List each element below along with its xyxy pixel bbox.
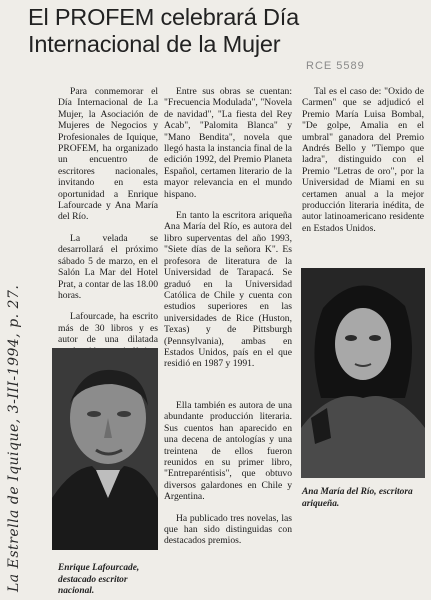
- headline-line-1: El PROFEM celebrará Día: [28, 4, 299, 30]
- paragraph: Entre sus obras se cuentan: "Frecuencia Modulada", "Novela de navidad", "La fiesta del Rey Acab", "Palomita Blanca" y "Mano Bendita", novela que llegó hasta la instancia final de la edición 1992, del Premio Planeta Español, certamen literario de la mayor relevancia en el mundo hispano.: [164, 86, 292, 200]
- photo-enrique-lafourcade: [52, 348, 158, 550]
- paragraph: La velada se desarrollará el próximo sábado 5 de marzo, en el Salón La Mar del Hotel Prat, a contar de las 18.00 horas.: [58, 232, 158, 301]
- paragraph: Tal es el caso de: "Oxido de Carmen" que se adjudicó el Premio María Luisa Bombal, "De golpe, Amalia en el umbral" ganadora del Premio Andrés Bello y "Tiempo que ladra", distinguido con el Premio "Letras de oro", por la Universidad de Miami en su certamen anual a la mejor producción literaria inédita, de autor latinoamericano residente en Estados Unidos.: [302, 86, 424, 234]
- portrait-woman-image: [301, 268, 425, 478]
- paragraph: Lafourcade, ha escrito más de 30 libros y es autor de una dilatada: [58, 311, 158, 346]
- article-column-2: [164, 86, 292, 380]
- archive-stamp: RCE 5589: [306, 60, 365, 72]
- paragraph: En tanto la escritora ariqueña Ana María del Río, es autora del libro superventas del año 1993, "Siete días de la señora K". Es profesora de literatura de la Universidad de Tarapacá. Se graduó en la Universidad Católica de Chile y cuenta con estudios superiores en las universidades de Rice (Huston, Texas) y de Pittsburgh (Pennsylvania), ambas en Estados Unidos, país en el que residió en 1987 y 1991.: [164, 210, 292, 370]
- photo-ana-maria-del-rio: [301, 268, 425, 478]
- handwritten-source-note: La Estrella de Iquique, 3-III-1994, p. 27.: [6, 284, 22, 592]
- article-column-3: [302, 86, 424, 244]
- portrait-man-image: [52, 348, 158, 550]
- paragraph: Para conmemorar el Día Internacional de La Mujer, la Asociación de Mujeres de Negocios y Profesionales de Iquique, PROFEM, ha organizado un encuentro de escritores nacionales, invitando en esta oportunidad a Enrique Lafourcade y Ana María del Río.: [58, 86, 158, 223]
- headline: [28, 4, 423, 58]
- caption-lafourcade: Enrique Lafourcade, destacado escritor nacional.: [58, 563, 140, 597]
- headline-line-2: Internacional de la Mujer: [28, 31, 281, 57]
- paragraph: Ha publicado tres novelas, las que han sido distinguidas con destacados premios.: [164, 512, 292, 547]
- article-column-2-continued: [164, 400, 292, 557]
- paragraph: Ella también es autora de una abundante producción literaria. Sus cuentos han aparecido en una decena de antologías y una treintena de ellos fueron reunidos en su primer libro, "Entreparéntisis", que obtuvo diversos galardones en Chile y Argentina.: [164, 400, 292, 503]
- caption-del-rio: Ana María del Río, escritora ariqueña.: [302, 487, 413, 509]
